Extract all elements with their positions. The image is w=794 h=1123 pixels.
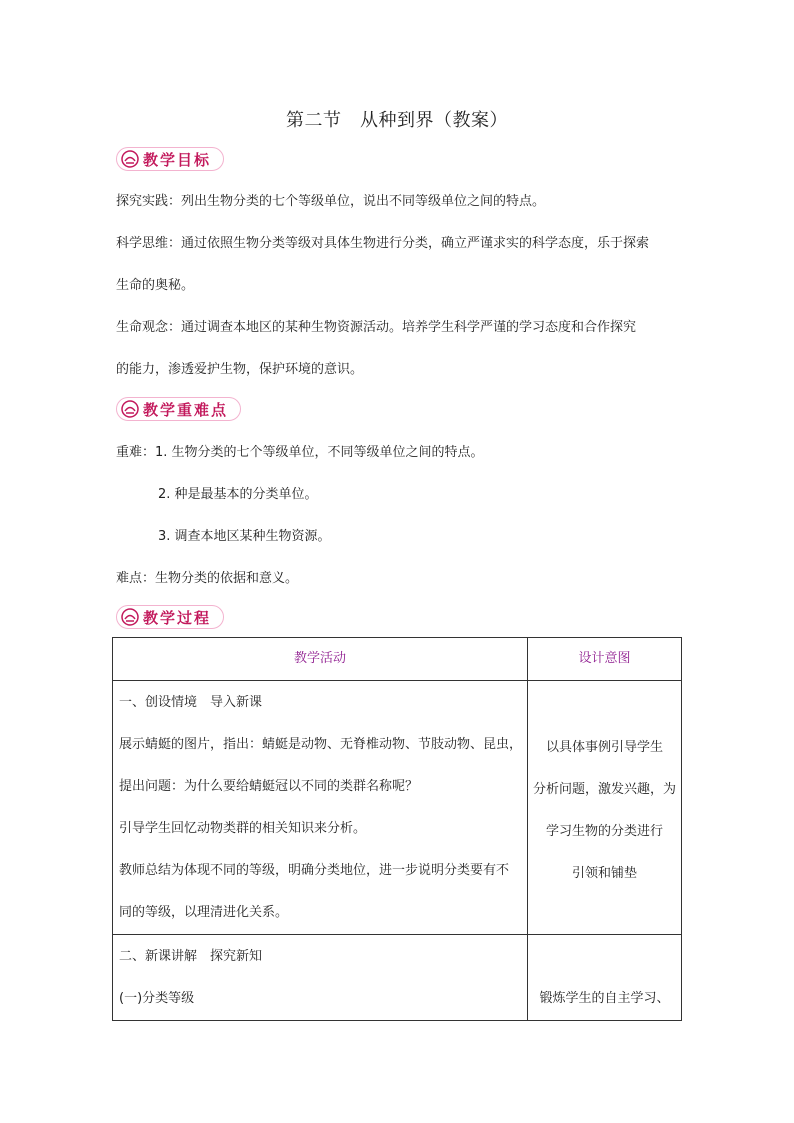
goal-paragraph-1: 探究实践：列出生物分类的七个等级单位，说出不同等级单位之间的特点。	[116, 194, 546, 209]
lotus-icon	[117, 606, 143, 628]
column-header-activity-text: 教学活动	[293, 651, 346, 666]
section-label-key-points: 教学重难点	[143, 400, 229, 419]
difficulty-point: 难点：生物分类的依据和意义。	[116, 571, 299, 586]
intent-line: 学习生物的分类进行	[545, 823, 663, 839]
section-header-process	[116, 605, 224, 629]
intent-line: 以具体事例引导学生	[545, 739, 663, 755]
table-row	[113, 935, 682, 1021]
goal-paragraph-3-line1: 生命观念：通过调查本地区的某种生物资源活动。培养学生科学严谨的学习态度和合作探究	[116, 320, 637, 335]
table-row	[113, 681, 682, 935]
page-title: 第二节 从种到界（教案）	[286, 110, 508, 131]
column-header-intent	[528, 638, 682, 681]
lotus-icon	[117, 148, 143, 170]
intent-line: 引领和铺垫	[571, 865, 637, 881]
activity-line: 同的等级，以理清进化关系。	[119, 905, 289, 920]
section-badge	[116, 605, 224, 629]
activity-line: 引导学生回忆动物类群的相关知识来分析。	[119, 821, 367, 836]
lesson-process-table	[112, 637, 682, 1021]
section-label-process: 教学过程	[143, 608, 212, 627]
intent-cell	[528, 935, 682, 1021]
activity-line: 展示蜻蜓的图片，指出：蜻蜓是动物、无脊椎动物、节肢动物、昆虫，	[119, 737, 523, 752]
goal-paragraph-2-line1: 科学思维：通过依照生物分类等级对具体生物进行分类，确立严谨求实的科学态度，乐于探索	[116, 236, 650, 251]
table-header-row	[113, 638, 682, 681]
intent-line: 锻炼学生的自主学习、	[539, 990, 670, 1006]
column-header-intent-text: 设计意图	[578, 651, 631, 666]
section-label-goals: 教学目标	[143, 150, 212, 169]
intent-line: 分析问题，激发兴趣，为	[532, 781, 676, 797]
column-header-activity	[113, 638, 528, 681]
activity-line: 提出问题：为什么要给蜻蜓冠以不同的类群名称呢？	[119, 779, 419, 794]
lotus-icon	[117, 398, 143, 420]
activity-cell	[113, 681, 528, 935]
activity-line: 一、创设情境 导入新课	[119, 695, 263, 710]
section-header-goals	[116, 147, 224, 171]
activity-line: 二、新课讲解 探究新知	[119, 949, 263, 964]
key-point-1: 重难：1. 生物分类的七个等级单位，不同等级单位之间的特点。	[116, 445, 484, 460]
goal-paragraph-2-line2: 生命的奥秘。	[116, 278, 195, 293]
intent-cell	[528, 681, 682, 935]
section-badge	[116, 147, 224, 171]
section-badge	[116, 397, 241, 421]
key-point-2: 2. 种是最基本的分类单位。	[158, 487, 318, 502]
activity-line: 教师总结为体现不同的等级，明确分类地位，进一步说明分类要有不	[119, 863, 510, 878]
activity-cell	[113, 935, 528, 1021]
section-header-key-points	[116, 397, 241, 421]
goal-paragraph-3-line2: 的能力，渗透爱护生物，保护环境的意识。	[116, 362, 364, 377]
activity-line: (一)分类等级	[119, 991, 195, 1006]
key-point-3: 3. 调查本地区某种生物资源。	[158, 529, 331, 544]
